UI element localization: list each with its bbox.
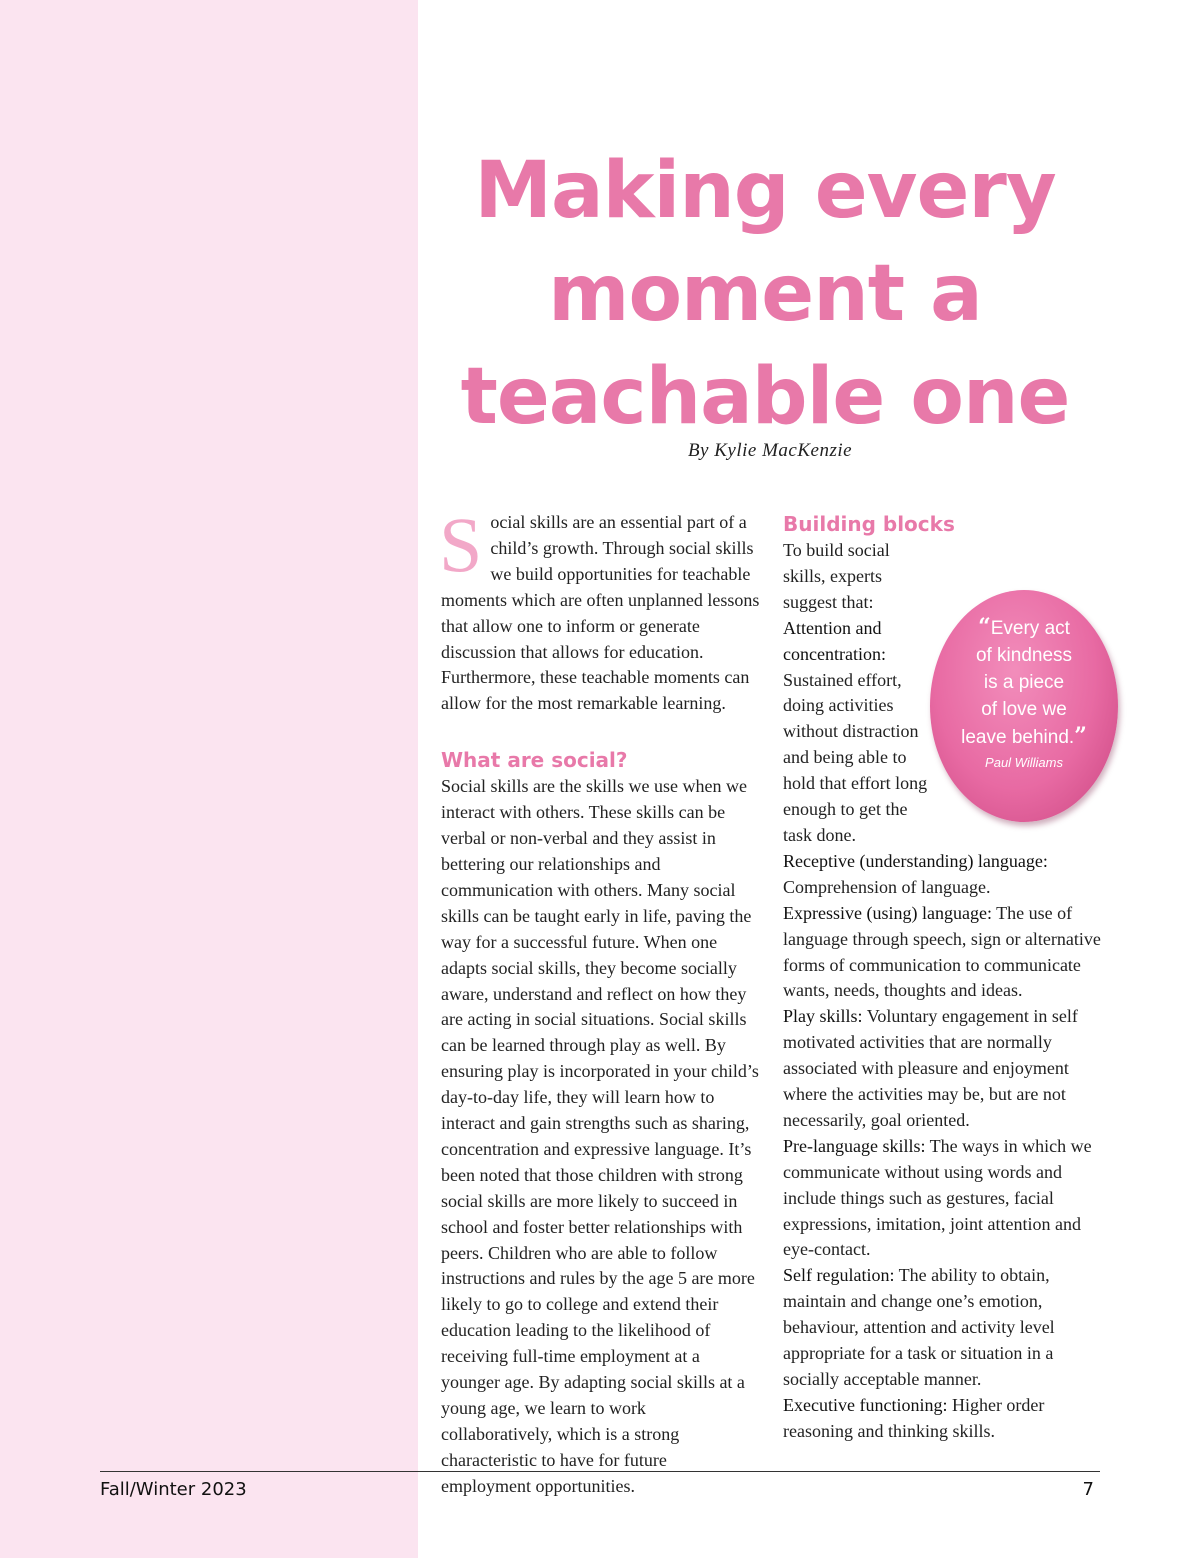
block-term: Expressive (using) language: bbox=[783, 902, 992, 923]
block-term: Attention and concentration: bbox=[783, 617, 886, 664]
block-term: Receptive (understanding) language: bbox=[783, 850, 1048, 871]
block-item-expressive bbox=[783, 901, 1103, 1005]
left-sidebar-band bbox=[0, 0, 418, 1558]
block-definition: The use of language through speech, sign or alternative forms of communication to communicate wants, needs, thoughts and ideas. bbox=[783, 902, 1101, 1001]
block-definition: Sustained effort, doing activities without distraction and being able to hold that effort long enough to get the task done. bbox=[783, 669, 928, 845]
title-line-2: moment a bbox=[548, 249, 982, 339]
block-definition: Voluntary engagement in self motivated activities that are normally associated with pleasure and enjoyment where the activities may be, but are not necessarily, goal oriented. bbox=[783, 1006, 1078, 1130]
intro-paragraph bbox=[439, 501, 761, 717]
title-line-1: Making every bbox=[474, 146, 1056, 236]
blocks-intro: To build social skills, experts suggest that: bbox=[783, 540, 890, 612]
block-definition: The ways in which we communicate without using words and include things such as gestures, facial expressions, imitation, joint attention and eye-contact. bbox=[783, 1135, 1092, 1260]
footer-page-number: 7 bbox=[1082, 1479, 1094, 1500]
open-quote-mark: “ bbox=[978, 614, 991, 640]
block-item-attention bbox=[783, 616, 933, 849]
block-term: Executive functioning: bbox=[783, 1394, 948, 1415]
section-heading-social: What are social? bbox=[441, 748, 628, 773]
block-item-executive bbox=[783, 1393, 1103, 1445]
section-heading-building-blocks: Building blocks bbox=[783, 512, 955, 536]
block-definition: Higher order reasoning and thinking skills. bbox=[783, 1394, 1045, 1441]
intro-text: ocial skills are an essential part of a child’s growth. Through social skills we build opportunities for teachable moments which are often unplanned lessons that allow one to inform or generate discussion that allows for education. Furthermore, these teachable moments can allow for the most remarkable learning. bbox=[441, 512, 760, 714]
close-quote-mark: ” bbox=[1074, 723, 1087, 749]
drop-cap: S bbox=[439, 501, 483, 588]
block-item-receptive bbox=[783, 849, 1103, 901]
footer-divider bbox=[100, 1471, 1100, 1472]
blocks-wrap-narrow bbox=[783, 538, 933, 849]
block-term: Pre-language skills: bbox=[783, 1135, 926, 1156]
quote-line: Every act bbox=[990, 618, 1070, 639]
title-line-3: teachable one bbox=[460, 352, 1070, 442]
footer-issue: Fall/Winter 2023 bbox=[100, 1479, 247, 1500]
block-item-play bbox=[783, 1004, 1103, 1134]
social-paragraph: Social skills are the skills we use when we interact with others. These skills can be verbal or non-verbal and they assist in bettering our relationships and communication with others. Many social skills can be taught early in life, paving the way for a successful future. When one adapts social skills, they become socially aware, understand and reflect on how they are acting in social situations. Social skills can be learned through play as well. By ensuring play is incorporated in your child’s day-to-day life, they will learn how to interact and gain strengths such as sharing, concentration and expressive language. It’s been noted that those children with strong social skills are more likely to succeed in school and foster better relationships with peers. Children who are able to follow instructions and rules by the age 5 are more likely to go to college and extend their education leading to the likelihood of receiving full-time employment at a younger age. By adapting social skills at a young age, we learn to work collaboratively, which is a strong characteristic to have for future employment opportunities. bbox=[441, 776, 759, 1496]
byline: By Kylie MacKenzie bbox=[687, 440, 853, 461]
block-term: Self regulation: bbox=[783, 1265, 895, 1286]
block-term: Play skills: bbox=[783, 1006, 863, 1027]
quote-line: of love we bbox=[981, 699, 1067, 720]
pull-quote-author: Paul Williams bbox=[985, 755, 1063, 770]
pull-quote-text bbox=[930, 614, 1118, 751]
quote-line: is a piece bbox=[983, 672, 1065, 693]
block-definition: The ability to obtain, maintain and change one’s emotion, behaviour, attention and activity level appropriate for a task or situation in a socially acceptable manner. bbox=[783, 1265, 1055, 1389]
quote-line: leave behind. bbox=[961, 727, 1075, 748]
block-definition: Comprehension of language. bbox=[783, 876, 991, 897]
block-item-pre-language bbox=[783, 1134, 1103, 1264]
pull-quote-oval bbox=[930, 590, 1118, 822]
quote-line: of kindness bbox=[975, 645, 1073, 666]
article-title bbox=[440, 140, 1090, 449]
block-item-self-regulation bbox=[783, 1263, 1103, 1393]
left-column bbox=[439, 501, 761, 1500]
